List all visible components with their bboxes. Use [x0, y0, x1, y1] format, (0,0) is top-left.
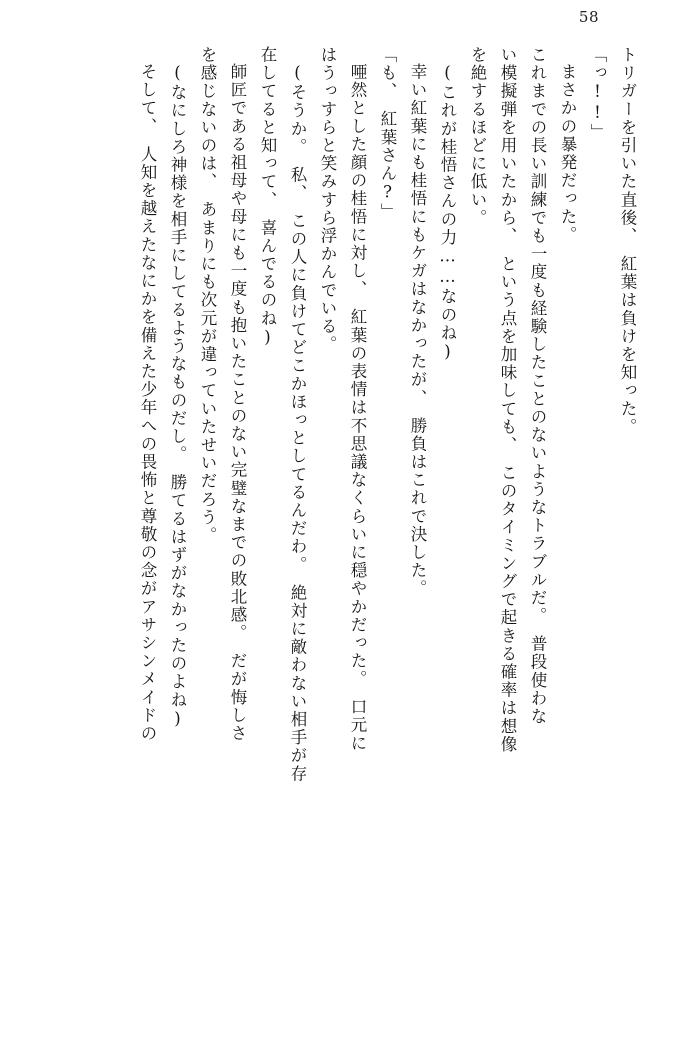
text-line: 在してると知って、 喜んでるのね)	[258, 46, 277, 348]
text-line: を感じないのは、 あまりにも次元が違っていたせいだろう。	[198, 46, 217, 545]
text-line: はうっすらと笑みすら浮かんでいる。	[318, 46, 337, 354]
text-line: を絶するほどに低い。	[468, 46, 487, 227]
text-line: い模擬弾を用いたから、 という点を加味しても、 このタイミングで起きる確率は想像	[498, 46, 517, 754]
text-line: 唖然とした顔の桂悟に対し、 紅葉の表情は不思議なくらいに穏やかだった。 口元に	[348, 63, 367, 753]
text-line: 「っ!!」	[588, 46, 607, 142]
text-line: 「も、 紅葉さん?」	[378, 46, 397, 222]
page-number: 58	[578, 8, 599, 26]
text-line: これまでの長い訓練でも一度も経験したことのないようなトラブルだ。 普段使わな	[528, 46, 547, 726]
text-line: そして、 人知を越えたなにかを備えた少年への畏怖と尊敬の念がアサシンメイドの	[138, 63, 157, 743]
vertical-text-body	[42, 46, 635, 1028]
text-line: 幸い紅葉にも桂悟にもケガはなかったが、 勝負はこれで決した。	[408, 63, 427, 598]
text-line: まさかの暴発だった。	[558, 63, 577, 244]
text-line: トリガーを引いた直後、 紅葉は負けを知った。	[618, 46, 637, 436]
text-line: (そうか。 私、 この人に負けてどこかほっとしてるんだわ。 絶対に敵わない相手が存	[288, 63, 307, 783]
text-line: (なにしろ神様を相手にしてるようなものだし。 勝てるはずがなかったのよね)	[168, 63, 187, 730]
text-line: (これが桂悟さんの力……なのね)	[438, 63, 457, 363]
text-line: 師匠である祖母や母にも一度も抱いたことのない完璧なまでの敗北感。 だが悔しさ	[228, 63, 247, 743]
